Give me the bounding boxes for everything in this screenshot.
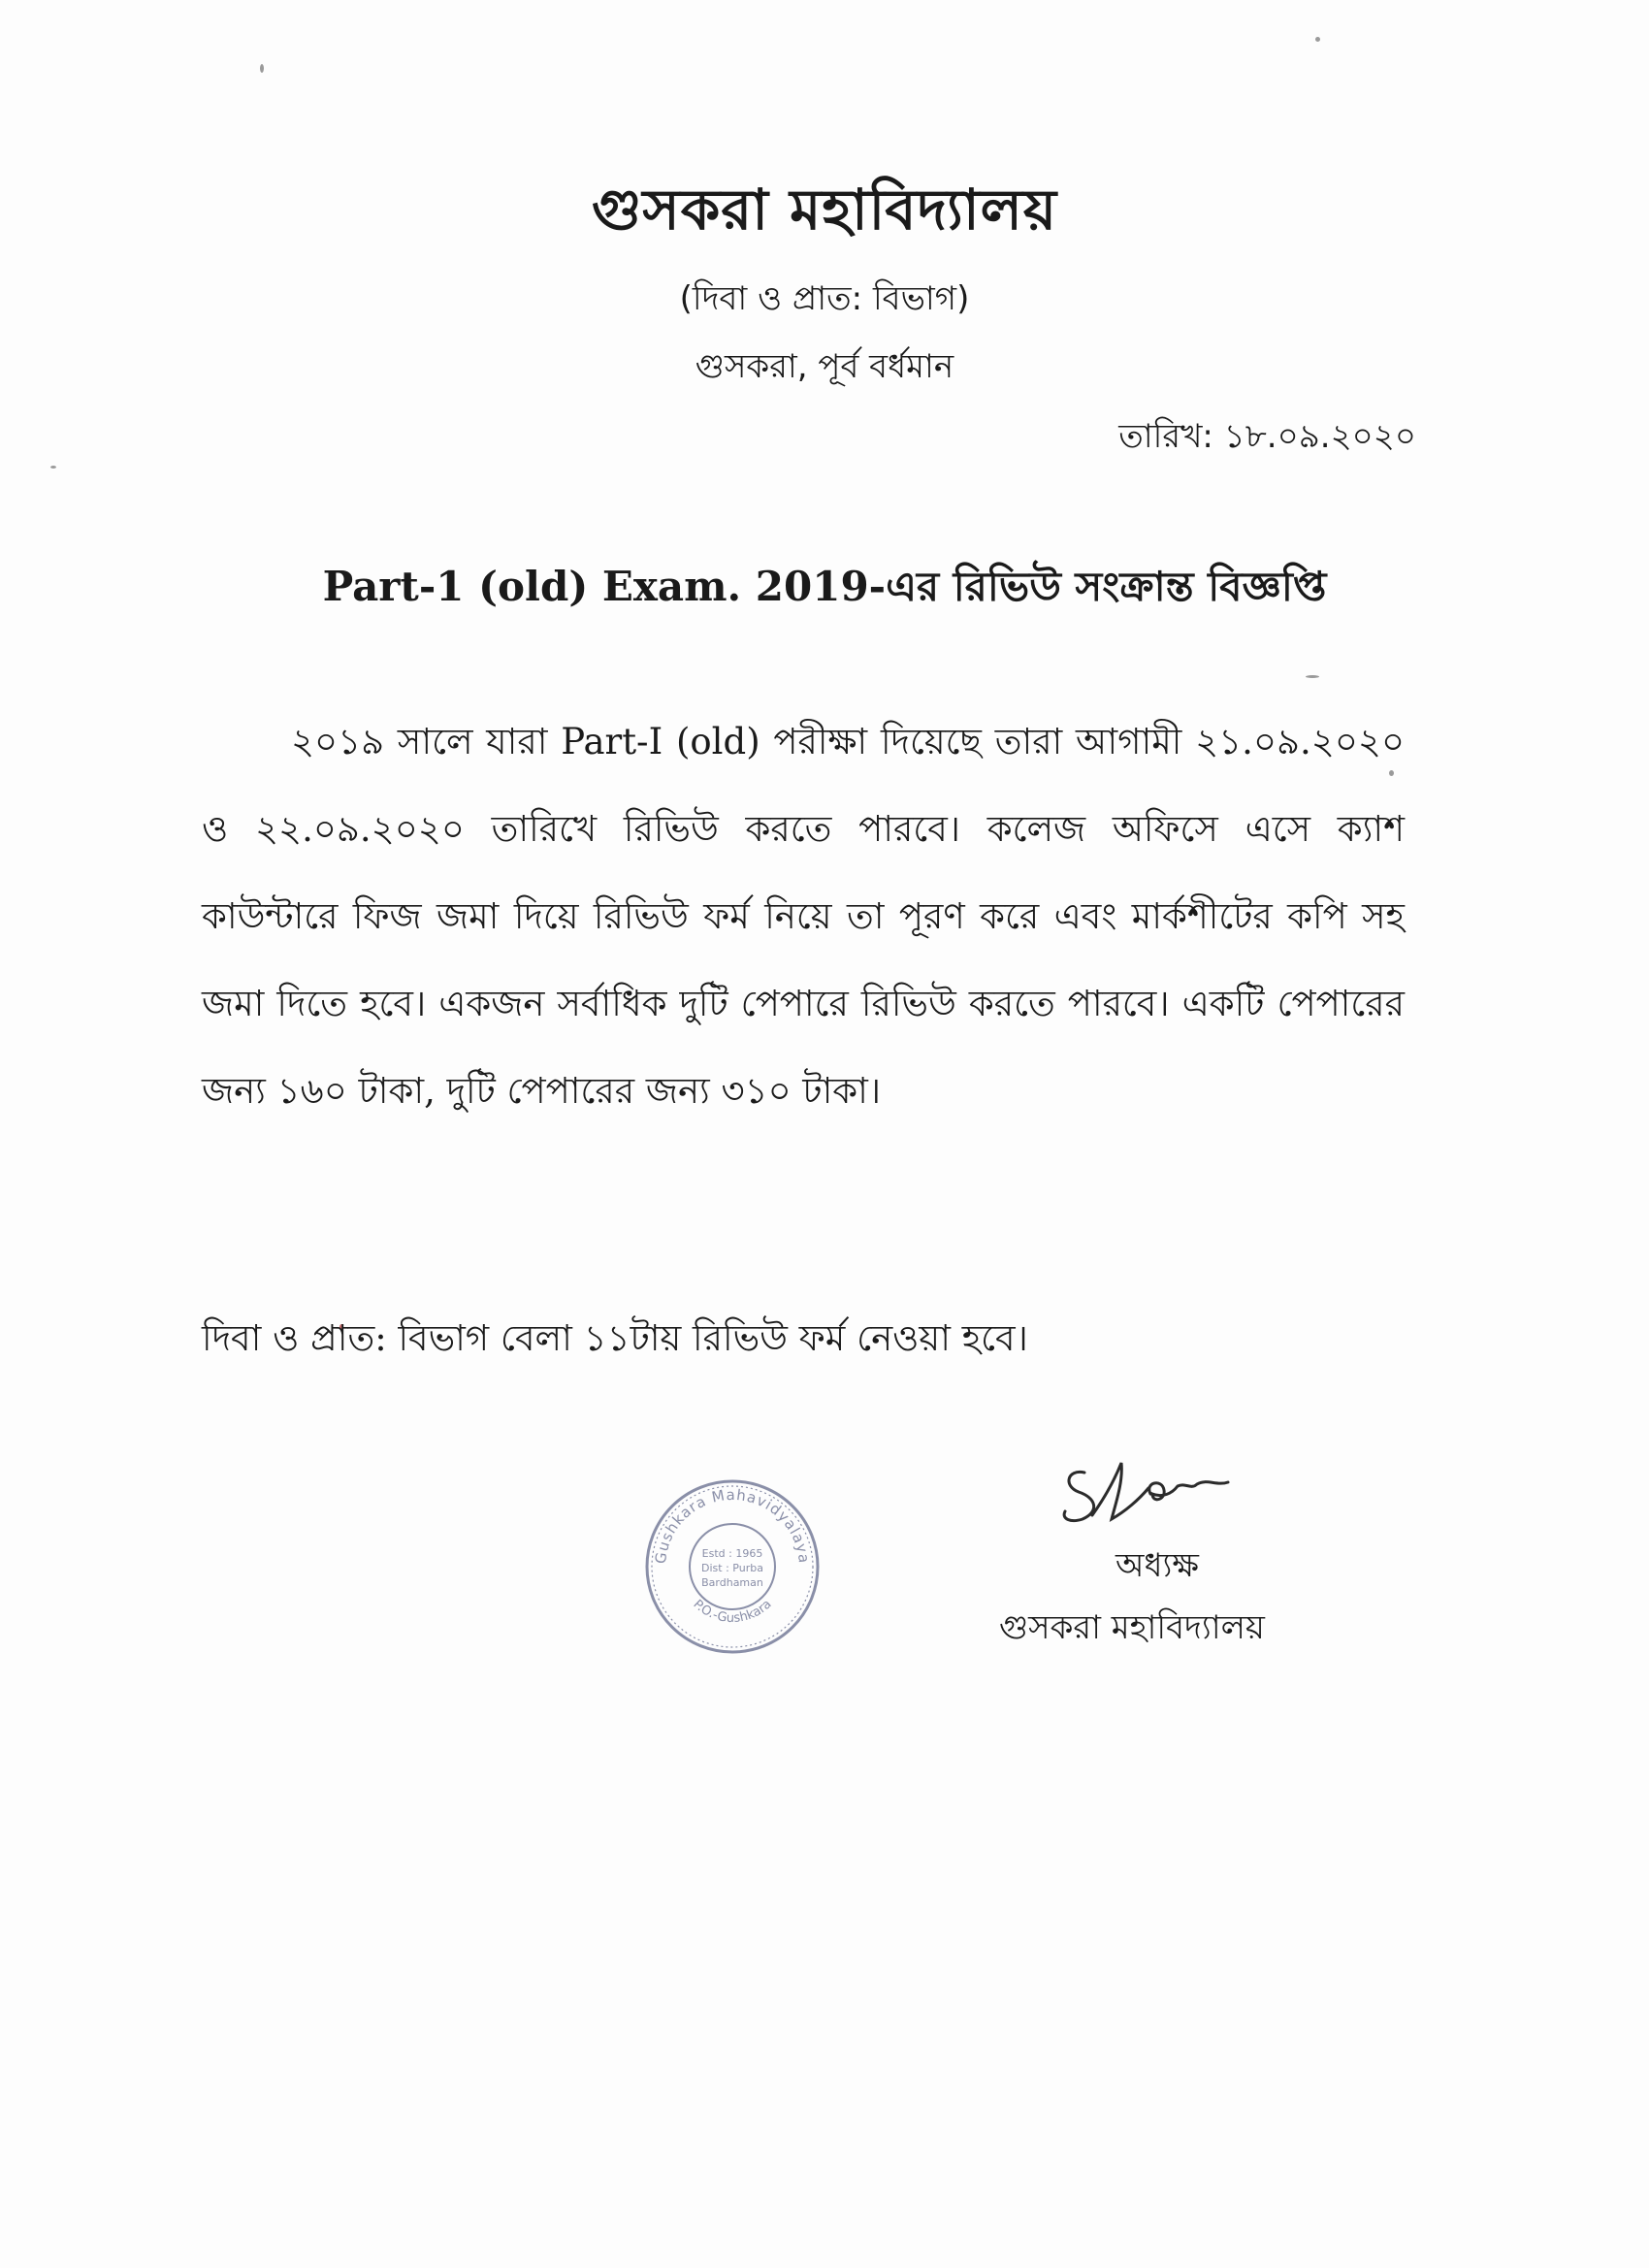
- scan-speck: [1306, 675, 1319, 678]
- scan-speck: [50, 466, 56, 469]
- department-line: (দিবা ও প্রাত: বিভাগ): [679, 279, 970, 318]
- college-seal-stamp: [642, 1476, 823, 1657]
- signatory-designation: অধ্যক্ষ: [1116, 1546, 1199, 1585]
- location-line: গুসকরা, পূর্ব বর্ধমান: [695, 347, 954, 386]
- signatory-institution: গুসকরা মহাবিদ্যালয়: [999, 1608, 1265, 1647]
- seal-inner-line-2: Dist : Purba: [701, 1562, 763, 1574]
- seal-outer-text: Gushkara Mahavidyalaya: [651, 1485, 814, 1566]
- seal-inner-line-1: Estd : 1965: [701, 1547, 763, 1560]
- notice-body: ২০১৯ সালে যারা Part-I (old) পরীক্ষা দিয়েছে তারা আগামী ২১.০৯.২০২০ ও ২২.০৯.২০২০ তারিখে রিভিউ করতে পারবে। কলেজ অফিসে এসে ক্যাশ কাউন্টারে ফিজ জমা দিয়ে রিভিউ ফর্ম নিয়ে তা পূরণ করে এবং মার্কশীটের কপি সহ জমা দিতে হবে। একজন সর্বাধিক দুটি পেপারে রিভিউ করতে পারবে। একটি পেপারের জন্য ১৬০ টাকা, দুটি পেপারের জন্য ৩১০ টাকা।: [202, 721, 1405, 1112]
- seal-bottom-text: P.O.-Gushkara: [690, 1597, 775, 1627]
- college-name: গুসকরা মহাবিদ্যালয়: [591, 177, 1058, 243]
- notice-date: তারিখ: ১৮.০৯.২০২০: [1118, 417, 1416, 456]
- seal-inner-line-3: Bardhaman: [701, 1576, 763, 1589]
- notice-title: Part-1 (old) Exam. 2019-এর রিভিউ সংক্রান্ত বিজ্ঞপ্তি: [322, 563, 1327, 610]
- principal-signature: [1057, 1443, 1271, 1531]
- scan-speck: [1315, 37, 1320, 42]
- svg-text:P.O.-Gushkara: [691, 1597, 775, 1626]
- scan-speck: [260, 64, 264, 73]
- timing-notice: দিবা ও প্রাত: বিভাগ বেলা ১১টায় রিভিউ ফর্ম নেওয়া হবে।: [202, 1317, 1028, 1359]
